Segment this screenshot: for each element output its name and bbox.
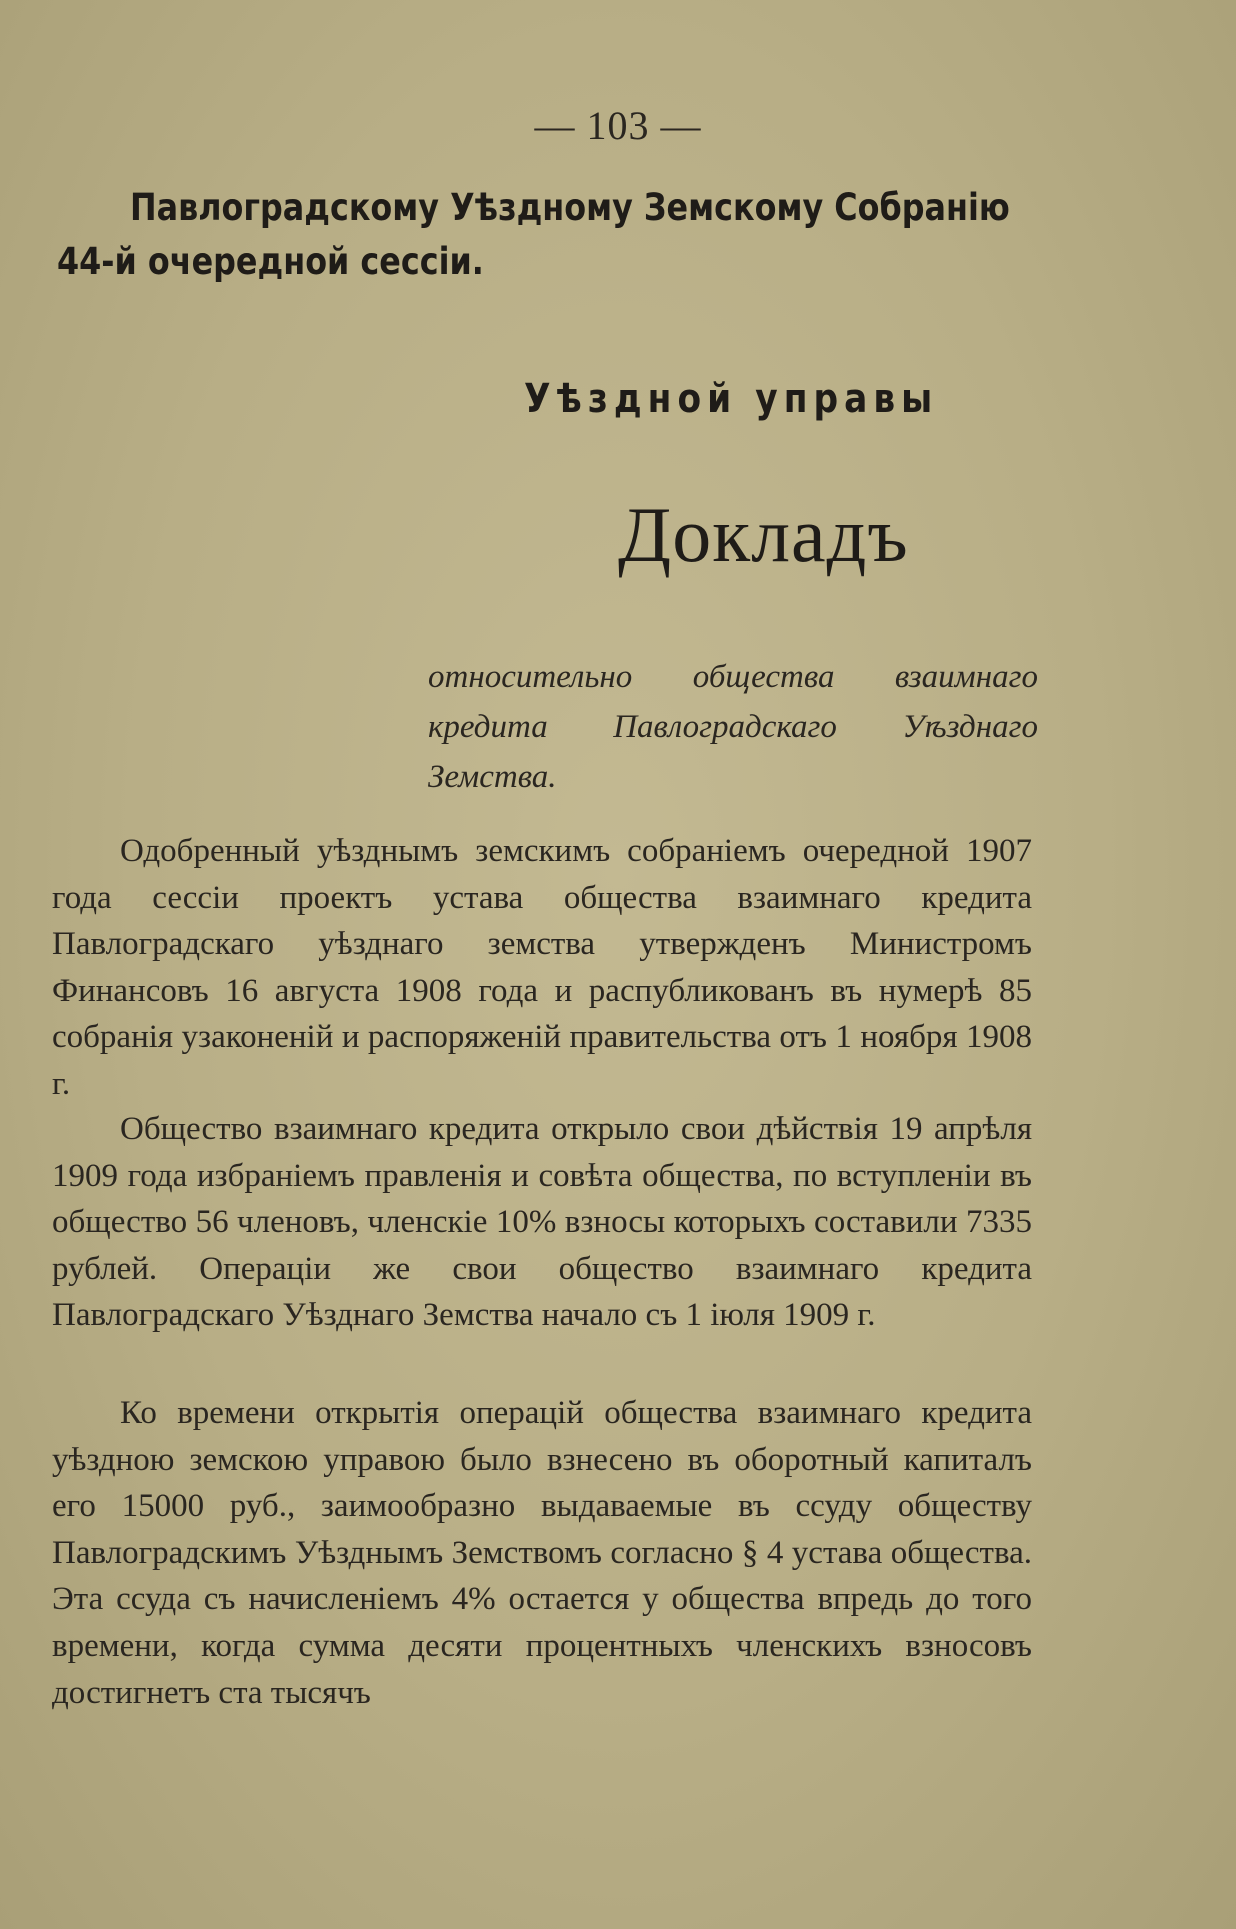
report-title: Докладъ bbox=[618, 491, 909, 578]
council-heading: Уѣздной управы bbox=[524, 376, 939, 422]
page-number: — 103 — bbox=[534, 103, 702, 148]
body-paragraph-1: Одобренный уѣзднымъ земскимъ собраніемъ очередной 1907 года сессіи проектъ устава общества взаимнаго кредита Павлоградскаго уѣзднаго земства утвержденъ Министромъ Финансовъ 16 августа 1908 года и распубликованъ въ нумерѣ 85 собранія узаконеній и распоряженій правительства отъ 1 ноября 1908 г. bbox=[52, 833, 1032, 1102]
addressee-line-1: Павлоградскому Уѣздному Земскому Собранію bbox=[130, 186, 1010, 229]
body-paragraph-3: Ко времени открытія операцій общества взаимнаго кредита уѣздною земскою управою было взнесено въ оборотный капиталъ его 15000 руб., заимообразно выдаваемые въ ссуду обществу Павлоградскимъ Уѣзднымъ Земствомъ согласно § 4 устава общества. Эта ссуда съ начисленіемъ 4% остается у общества впредь до того времени, когда сумма десяти процентныхъ членскихъ взносовъ достигнетъ ста тысячъ bbox=[52, 1395, 1032, 1711]
report-subject: относительно общества взаимнаго кредита Павлоградскаго Уѣзднаго Земства. bbox=[428, 659, 1038, 795]
body-paragraph-2: Общество взаимнаго кредита открыло свои дѣйствія 19 апрѣля 1909 года избраніемъ правленія и совѣта общества, по вступленіи въ общество 56 членовъ, членскіе 10% взносы которыхъ составили 7335 рублей. Операціи же свои общество взаимнаго кредита Павлоградскаго Уѣзднаго Земства начало съ 1 іюля 1909 г. bbox=[52, 1111, 1032, 1334]
addressee-line-2: 44-й очередной сессіи. bbox=[57, 240, 484, 283]
